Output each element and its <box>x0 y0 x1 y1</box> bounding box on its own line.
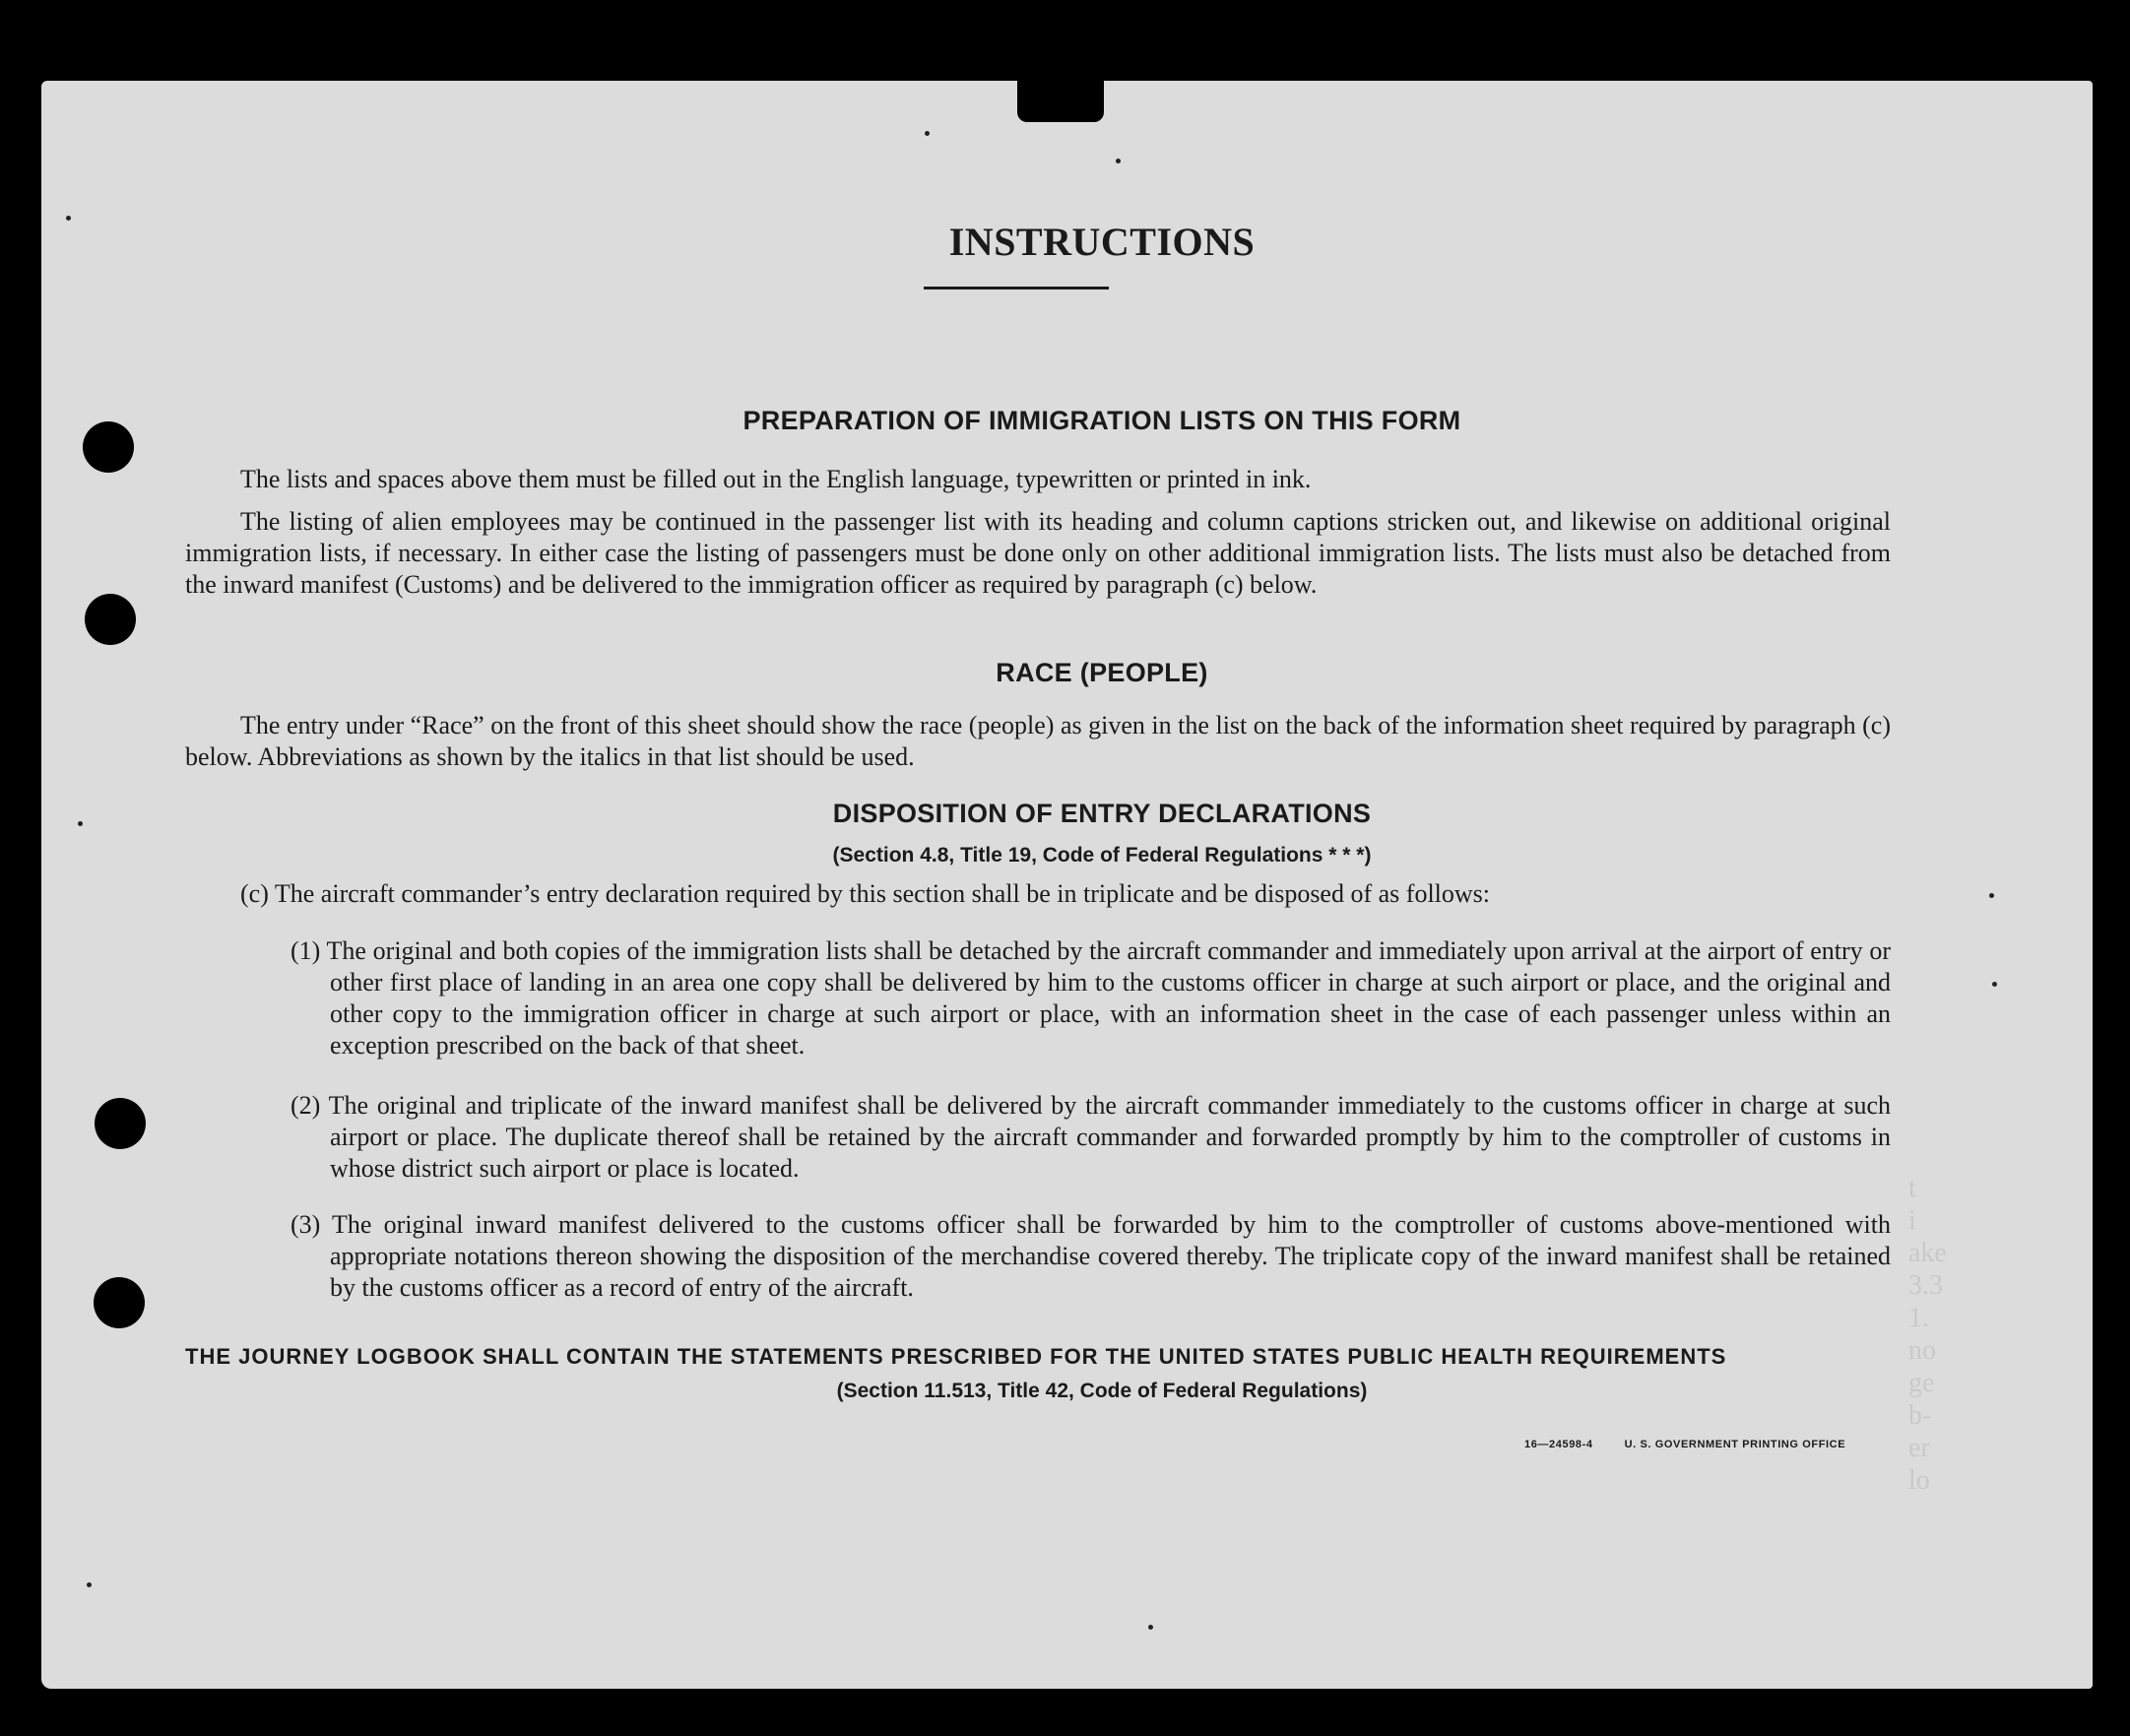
speck <box>1992 982 1997 987</box>
binder-hole <box>94 1277 145 1328</box>
list-item-1: (1) The original and both copies of the immigration lists shall be detached by the aircraft commander and immediately upon arrival at the airport of entry or other first place of landing in an area one copy shall be delivered by him to the customs officer in charge at such airport or place, and the original and other copy to the immigration officer in charge at such airport or place, with an information sheet in the case of each passenger unless within an exception prescribed on the back of that sheet. <box>290 936 1891 1060</box>
paragraph-alien-employees: The listing of alien employees may be continued in the passenger list with its heading and column captions stricken out, and likewise on additional original immigration lists, if necessary. In either case the listing of passengers must be done only on other additional immigration lists. The lists must also be detached from the inward manifest (Customs) and be delivered to the immigration officer as required by paragraph (c) below. <box>185 507 1891 599</box>
title-rule <box>924 287 1109 289</box>
section-heading-disposition: DISPOSITION OF ENTRY DECLARATIONS <box>832 799 1372 828</box>
form-number: 16—24598-4 <box>1524 1439 1593 1450</box>
binder-hole <box>95 1098 146 1149</box>
paragraph-entry-declaration: (c) The aircraft commander’s entry declaration required by this section shall be in triplicate and be disposed of as follows: <box>240 879 1491 908</box>
printing-office: U. S. GOVERNMENT PRINTING OFFICE <box>1624 1439 1846 1450</box>
section-citation-title-19: (Section 4.8, Title 19, Code of Federal Regulations * * *) <box>832 844 1372 867</box>
paragraph-race-entry: The entry under “Race” on the front of this sheet should show the race (people) as given in the list on the back of the information sheet required by paragraph (c) below. Abbreviations as shown by the italics in that list should be used. <box>185 711 1891 771</box>
paragraph-english-language: The lists and spaces above them must be filled out in the English language, typewritten or printed in ink. <box>240 465 1312 493</box>
speck <box>1989 893 1994 898</box>
speck <box>925 131 930 136</box>
speck <box>87 1582 92 1587</box>
list-item-2: (2) The original and triplicate of the inward manifest shall be delivered by the aircraft commander immediately to the customs officer in charge at such airport or place. The duplicate thereof shall be retained by the aircraft commander and forwarded promptly by him to the comptroller of customs in whose district such airport or place is located. <box>290 1091 1891 1183</box>
health-requirements-citation: (Section 11.513, Title 42, Code of Federal Regulations) <box>836 1380 1368 1402</box>
printer-imprint <box>1524 1439 1845 1450</box>
section-heading-preparation: PREPARATION OF IMMIGRATION LISTS ON THIS FORM <box>742 406 1461 435</box>
page-notch <box>1017 81 1104 122</box>
binder-hole <box>85 594 136 645</box>
list-item-3: (3) The original inward manifest delivered to the customs officer shall be forwarded by him to the comptroller of customs above-mentioned with appropriate notations thereon showing the disposition of the merchandise covered thereby. The triplicate copy of the inward manifest shall be retained by the customs officer as a record of entry of the aircraft. <box>290 1210 1891 1302</box>
speck <box>1148 1625 1153 1630</box>
speck <box>1116 159 1121 163</box>
section-heading-race: RACE (PEOPLE) <box>996 658 1208 687</box>
bleed-through: t i ake 3.3 1. no ge b- er lo <box>1908 1173 1947 1496</box>
health-requirements-statement: THE JOURNEY LOGBOOK SHALL CONTAIN THE STATEMENTS PRESCRIBED FOR THE UNITED STATES PUBLIC HEALTH REQUIREMENTS <box>185 1344 1727 1369</box>
page-title: INSTRUCTIONS <box>948 220 1256 264</box>
